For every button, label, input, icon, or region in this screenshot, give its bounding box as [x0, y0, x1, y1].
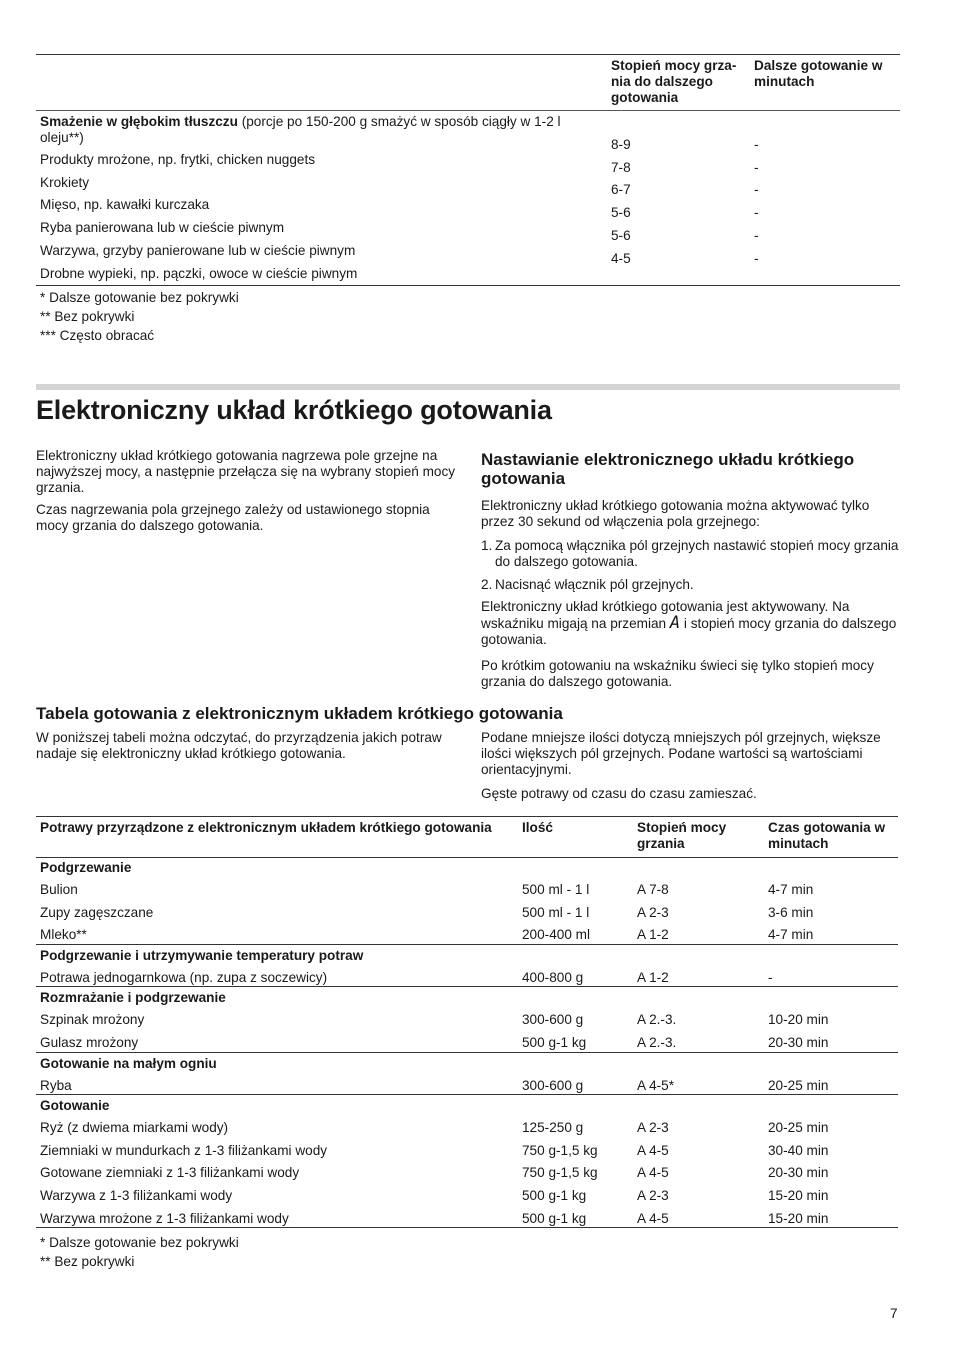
paragraph: Czas nagrzewania pola grzejnego zależy od ustawionego stopnia mocy grzania do dalszego gotowania.	[36, 502, 430, 533]
header-time	[768, 820, 885, 852]
row-amount: 300-600 g	[522, 1012, 584, 1028]
row-time: -	[754, 205, 759, 221]
row-dish: Ryba	[40, 1077, 72, 1093]
header-time-line: Dalsze gotowanie w	[754, 58, 883, 73]
row-level: A 1-2	[637, 969, 669, 985]
row-level: A 2-3	[637, 904, 669, 920]
row-amount: 500 g-1 kg	[522, 1210, 587, 1226]
header-level-line: Stopień mocy	[637, 820, 727, 835]
paragraph	[481, 599, 899, 648]
row-time: 15-20 min	[768, 1210, 829, 1226]
row-dish: Ryba panierowana lub w cieście piwnym	[40, 220, 285, 236]
row-time: -	[768, 969, 773, 985]
header-level-line: gotowania	[611, 90, 679, 105]
row-level: A 2.-3.	[637, 1012, 677, 1028]
row-level: A 4-5	[637, 1165, 669, 1181]
group-rule	[36, 1052, 898, 1053]
row-time: 20-25 min	[768, 1077, 829, 1093]
footnote: ** Bez pokrywki	[40, 309, 135, 324]
subheading: Nastawianie elektronicznego układu krótkiego gotowania	[481, 450, 855, 488]
row-time: 10-20 min	[768, 1012, 829, 1028]
row-amount: 750 g-1,5 kg	[522, 1142, 598, 1158]
row-time: 15-20 min	[768, 1188, 829, 1203]
row-time: 20-30 min	[768, 1165, 829, 1181]
row-time: -	[754, 159, 759, 175]
step-item	[481, 538, 899, 570]
row-time: 20-25 min	[768, 1120, 829, 1136]
table-top-rule	[36, 54, 900, 55]
display-a-symbol: A	[669, 613, 681, 633]
row-time: 4-7 min	[768, 927, 814, 943]
row-level: A 1-2	[637, 927, 669, 943]
row-dish: Drobne wypieki, np. pączki, owoce w cieście piwnym	[40, 265, 358, 281]
group-title-bold: Smażenie w głębokim tłuszczu	[40, 114, 238, 129]
row-amount: 125-250 g	[522, 1120, 584, 1136]
row-level: A 7-8	[637, 882, 669, 897]
header-level-line: nia do dalszego	[611, 74, 713, 89]
group-title-rest: (porcje po 150-200 g smażyć w sposób ciągły w 1-2 l oleju**)	[40, 114, 561, 145]
row-time: -	[754, 137, 759, 152]
row-amount: 400-800 g	[522, 969, 584, 985]
text-run: i stopień mocy grzania do dalszego gotowania.	[481, 616, 897, 647]
row-dish: Ryż (z dwiema miarkami wody)	[40, 1120, 229, 1136]
header-level	[637, 820, 726, 852]
row-level: 5-6	[611, 205, 631, 221]
header-level-line: Stopień mocy grza-	[611, 58, 737, 73]
row-amount: 500 g-1 kg	[522, 1035, 587, 1050]
row-time: -	[754, 250, 759, 266]
header-rule	[36, 110, 900, 111]
row-level: 8-9	[611, 137, 631, 152]
row-dish: Bulion	[40, 882, 78, 897]
footnote: * Dalsze gotowanie bez pokrywki	[40, 290, 239, 305]
right-column	[481, 450, 899, 690]
row-time: 4-7 min	[768, 882, 814, 897]
group-rule	[36, 1094, 898, 1095]
paragraph: Po krótkim gotowaniu na wskaźniku świeci się tylko stopień mocy grzania do dalszego gotowania.	[481, 658, 874, 689]
section-title: Elektroniczny układ krótkiego gotowania	[36, 395, 552, 425]
row-dish: Gulasz mrożony	[40, 1035, 139, 1050]
row-level: 7-8	[611, 159, 631, 175]
row-amount: 500 ml - 1 l	[522, 904, 590, 920]
row-time: 3-6 min	[768, 904, 814, 920]
row-dish: Warzywa z 1-3 filiżankami wody	[40, 1188, 233, 1203]
footnote: * Dalsze gotowanie bez pokrywki	[40, 1235, 239, 1251]
row-dish: Warzywa mrożone z 1-3 filiżankami wody	[40, 1210, 289, 1226]
paragraph: Elektroniczny układ krótkiego gotowania nagrzewa pole grzejne na najwyższej mocy, a następnie przełącza się na wybrany stopień mocy grzania.	[36, 448, 456, 495]
row-amount: 500 ml - 1 l	[522, 882, 590, 897]
text-run: Elektroniczny układ krótkiego gotowania jest aktywowany. Na wskaźniku migają na przemian	[481, 599, 850, 631]
footnote: ** Bez pokrywki	[40, 1254, 135, 1270]
row-time: 20-30 min	[768, 1035, 829, 1050]
row-level: A 2.-3.	[637, 1035, 677, 1050]
group-title: Podgrzewanie	[40, 860, 132, 875]
step-number: 1.	[481, 538, 493, 553]
row-dish: Krokiety	[40, 174, 90, 190]
step-text: Za pomocą włącznika pól grzejnych nastawić stopień mocy grzania do dalszego gotowania.	[495, 538, 899, 569]
row-level: A 4-5	[637, 1210, 669, 1226]
page-number: 7	[890, 1306, 898, 1321]
group-title	[40, 114, 606, 146]
row-level: A 2-3	[637, 1188, 669, 1203]
header-level-line: grzania	[637, 836, 685, 851]
row-level: 6-7	[611, 182, 631, 198]
row-amount: 300-600 g	[522, 1077, 584, 1093]
table-intro-left: W poniższej tabeli można odczytać, do przyrządzenia jakich potraw nadaje się elektroniczny układ krótkiego gotowania.	[36, 730, 442, 761]
table-intro-right	[481, 730, 899, 802]
left-column	[36, 448, 456, 534]
step-item	[481, 577, 899, 593]
row-dish: Produkty mrożone, np. frytki, chicken nuggets	[40, 152, 316, 167]
row-dish: Mleko**	[40, 927, 87, 943]
header-level	[611, 58, 751, 106]
row-dish: Mięso, np. kawałki kurczaka	[40, 197, 210, 213]
row-dish: Zupy zagęszczane	[40, 904, 154, 920]
row-amount: 200-400 ml	[522, 927, 591, 943]
header-dish: Potrawy przyrządzone z elektronicznym układem krótkiego gotowania	[40, 820, 492, 835]
row-level: A 4-5	[637, 1142, 669, 1158]
header-amount: Ilość	[522, 820, 553, 835]
row-amount: 750 g-1,5 kg	[522, 1165, 598, 1181]
group-title: Gotowanie	[40, 1098, 110, 1114]
footnotes	[40, 288, 239, 345]
group-title: Podgrzewanie i utrzymywanie temperatury potraw	[40, 947, 364, 963]
table-section-title: Tabela gotowania z elektronicznym układem krótkiego gotowania	[36, 704, 563, 723]
paragraph: Gęste potrawy od czasu do czasu zamieszać.	[481, 786, 757, 801]
row-dish: Warzywa, grzyby panierowane lub w cieście piwnym	[40, 242, 356, 258]
header-rule	[36, 857, 898, 858]
row-dish: Gotowane ziemniaki z 1-3 filiżankami wody	[40, 1165, 300, 1181]
header-time	[754, 58, 900, 90]
group-rule	[36, 986, 898, 987]
row-level: 4-5	[611, 250, 631, 266]
header-time-line: minutach	[754, 74, 815, 89]
table-bottom-rule	[36, 285, 900, 286]
row-time: 30-40 min	[768, 1142, 829, 1158]
row-time: -	[754, 182, 759, 198]
row-dish: Ziemniaki w mundurkach z 1-3 filiżankami wody	[40, 1142, 328, 1158]
group-title: Rozmrażanie i podgrzewanie	[40, 990, 226, 1006]
row-amount: 500 g-1 kg	[522, 1188, 587, 1203]
row-dish: Potrawa jednogarnkowa (np. zupa z soczewicy)	[40, 969, 328, 985]
step-number: 2.	[481, 577, 493, 592]
paragraph: Podane mniejsze ilości dotyczą mniejszych pól grzejnych, większe ilości większych pól grzejnych. Podane wartości są wartościami orientacyjnymi.	[481, 730, 881, 777]
step-text: Nacisnąć włącznik pól grzejnych.	[495, 577, 694, 592]
row-level: A 2-3	[637, 1120, 669, 1136]
header-time-line: minutach	[768, 836, 829, 851]
row-level: A 4-5*	[637, 1077, 675, 1093]
section-bar	[36, 384, 900, 390]
row-time: -	[754, 227, 759, 243]
group-rule	[36, 1227, 898, 1228]
paragraph: Elektroniczny układ krótkiego gotowania można aktywować tylko przez 30 sekund od włączenia pola grzejnego:	[481, 498, 870, 529]
header-time-line: Czas gotowania w	[768, 820, 886, 835]
footnote: *** Często obracać	[40, 328, 155, 343]
table-top-rule	[36, 816, 898, 817]
row-level: 5-6	[611, 227, 631, 243]
row-dish: Szpinak mrożony	[40, 1012, 145, 1028]
group-title: Gotowanie na małym ogniu	[40, 1055, 217, 1071]
group-rule	[36, 944, 898, 945]
